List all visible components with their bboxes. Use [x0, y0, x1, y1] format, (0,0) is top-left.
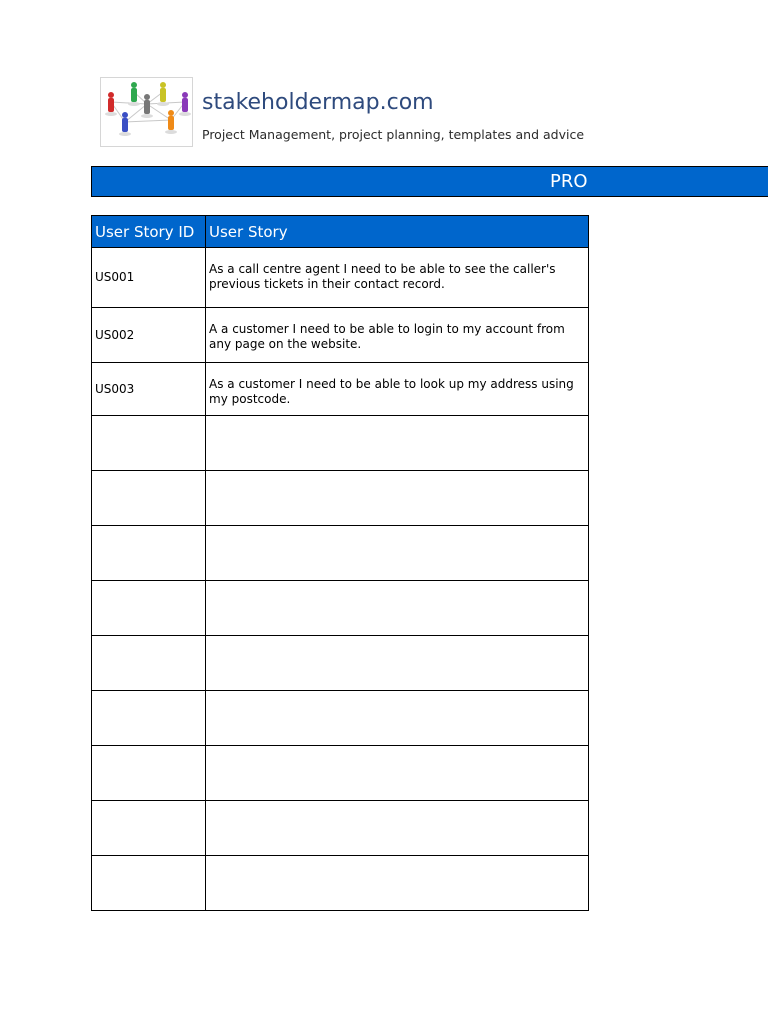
page-title: PRO	[550, 171, 588, 192]
table-row	[92, 248, 589, 308]
user-story-id-cell[interactable]	[92, 856, 206, 911]
user-story-id-cell[interactable]: US002	[92, 308, 206, 363]
user-story-cell[interactable]: A a customer I need to be able to login to my account from any page on the website.	[206, 308, 589, 363]
brand-name: stakeholdermap.com	[202, 90, 434, 115]
table-row	[92, 636, 589, 691]
table-row	[92, 856, 589, 911]
table-row	[92, 416, 589, 471]
user-story-cell[interactable]	[206, 801, 589, 856]
brand-tagline: Project Management, project planning, templates and advice	[202, 127, 585, 142]
user-story-id-cell[interactable]	[92, 746, 206, 801]
table-row	[92, 363, 589, 416]
user-story-id-cell[interactable]	[92, 581, 206, 636]
table-row	[92, 526, 589, 581]
user-story-id-cell[interactable]: US003	[92, 363, 206, 416]
user-story-cell[interactable]	[206, 526, 589, 581]
user-story-cell[interactable]	[206, 636, 589, 691]
table-row	[92, 471, 589, 526]
user-story-cell[interactable]	[206, 691, 589, 746]
user-story-cell[interactable]: As a customer I need to be able to look up my address using my postcode.	[206, 363, 589, 416]
user-story-cell[interactable]	[206, 471, 589, 526]
user-story-id-cell[interactable]	[92, 526, 206, 581]
user-story-cell[interactable]	[206, 581, 589, 636]
table-row	[92, 691, 589, 746]
table-row	[92, 801, 589, 856]
column-header-user-story-id: User Story ID	[92, 216, 206, 248]
table-header-row	[92, 216, 589, 248]
page-title-bar	[91, 166, 768, 197]
user-story-id-cell[interactable]	[92, 636, 206, 691]
user-story-cell[interactable]	[206, 416, 589, 471]
user-story-id-cell[interactable]	[92, 691, 206, 746]
stakeholder-network-logo-icon	[100, 77, 193, 147]
user-story-cell[interactable]: As a call centre agent I need to be able to see the caller's previous tickets in their contact record.	[206, 248, 589, 308]
user-story-id-cell[interactable]	[92, 471, 206, 526]
user-story-cell[interactable]	[206, 746, 589, 801]
column-header-user-story: User Story	[206, 216, 589, 248]
table-row	[92, 746, 589, 801]
user-story-table	[91, 215, 589, 911]
table-row	[92, 308, 589, 363]
user-story-id-cell[interactable]: US001	[92, 248, 206, 308]
user-story-id-cell[interactable]	[92, 801, 206, 856]
table-row	[92, 581, 589, 636]
user-story-cell[interactable]	[206, 856, 589, 911]
user-story-id-cell[interactable]	[92, 416, 206, 471]
